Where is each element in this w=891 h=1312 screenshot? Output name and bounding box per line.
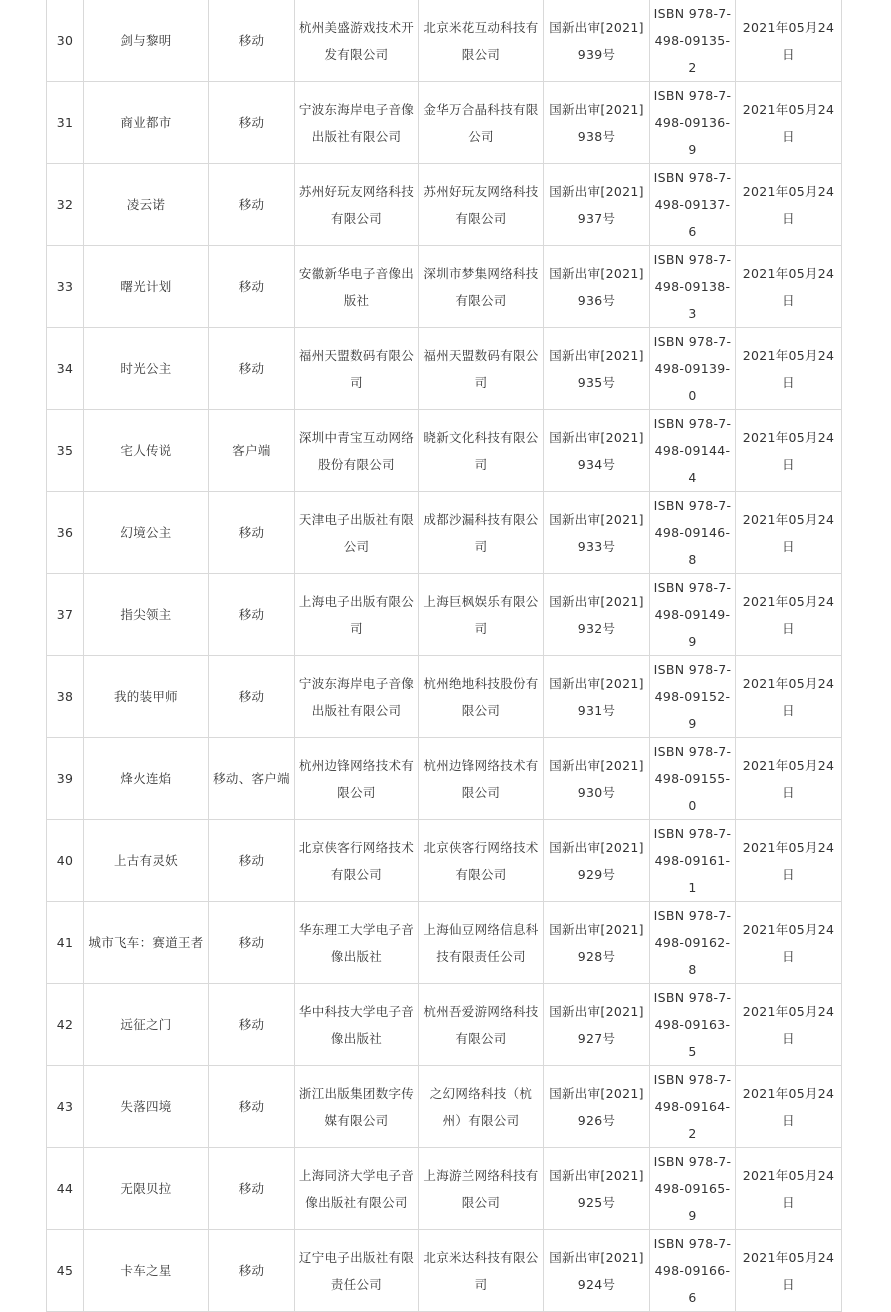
table-row [47,82,842,164]
row-number: 33 [56,279,74,294]
game-name-cell [84,1148,209,1230]
approval-number-cell [544,328,650,410]
operator-name: 杭州边锋网络技术有限公司 [423,757,539,800]
operator-cell [419,0,544,82]
approval-date: 2021年05月24日 [742,593,835,636]
approval-number-cell [544,492,650,574]
game-name: 上古有灵妖 [113,853,178,868]
platform-type: 移动 [238,279,265,294]
table-row [47,492,842,574]
publisher-cell [295,656,419,738]
game-name: 幻境公主 [120,525,172,540]
isbn-number: ISBN 978-7-498-09139-0 [653,334,732,403]
approval-date: 2021年05月24日 [742,1003,835,1046]
approval-number-cell [544,738,650,820]
game-name: 失落四境 [120,1099,172,1114]
row-number-cell [47,328,84,410]
publisher-cell [295,820,419,902]
row-number: 42 [56,1017,74,1032]
approval-date-cell [736,984,842,1066]
publisher-name: 深圳中青宝互动网络股份有限公司 [298,429,415,472]
operator-name: 北京米花互动科技有限公司 [423,19,539,62]
isbn-number: ISBN 978-7-498-09164-2 [653,1072,732,1141]
publisher-cell [295,1148,419,1230]
operator-cell [419,246,544,328]
isbn-cell [650,902,736,984]
platform-type-cell [209,574,295,656]
platform-type: 移动、客户端 [213,771,290,786]
publisher-cell [295,0,419,82]
table-row [47,984,842,1066]
approval-number: 国新出审[2021]924号 [549,1249,644,1292]
game-name-cell [84,164,209,246]
isbn-cell [650,82,736,164]
platform-type-cell [209,246,295,328]
game-name: 商业都市 [120,115,172,130]
row-number-cell [47,1066,84,1148]
game-name-cell [84,1066,209,1148]
isbn-number: ISBN 978-7-498-09138-3 [653,252,732,321]
operator-name: 晓新文化科技有限公司 [423,429,539,472]
isbn-number: ISBN 978-7-498-09165-9 [653,1154,732,1223]
publisher-name: 宁波东海岸电子音像出版社有限公司 [298,101,415,144]
row-number: 43 [56,1099,74,1114]
game-name-cell [84,656,209,738]
game-name: 凌云诺 [126,197,166,212]
platform-type-cell [209,164,295,246]
publisher-name: 天津电子出版社有限公司 [298,511,415,554]
platform-type: 移动 [238,935,265,950]
isbn-number: ISBN 978-7-498-09152-9 [653,662,732,731]
operator-cell [419,1066,544,1148]
operator-cell [419,902,544,984]
platform-type-cell [209,1066,295,1148]
operator-cell [419,328,544,410]
game-name-cell [84,574,209,656]
operator-name: 北京米达科技有限公司 [423,1249,539,1292]
approval-number-cell [544,984,650,1066]
platform-type: 客户端 [232,443,271,458]
game-name-cell [84,1230,209,1312]
publisher-cell [295,1066,419,1148]
isbn-number: ISBN 978-7-498-09137-6 [653,170,732,239]
game-name: 远征之门 [120,1017,172,1032]
row-number-cell [47,410,84,492]
isbn-number: ISBN 978-7-498-09163-5 [653,990,732,1059]
row-number-cell [47,738,84,820]
approval-number-cell [544,574,650,656]
isbn-cell [650,738,736,820]
operator-name: 杭州绝地科技股份有限公司 [423,675,539,718]
isbn-number: ISBN 978-7-498-09161-1 [653,826,732,895]
game-name: 我的装甲师 [113,689,178,704]
publisher-name: 杭州边锋网络技术有限公司 [298,757,415,800]
operator-cell [419,1148,544,1230]
isbn-number: ISBN 978-7-498-09166-6 [653,1236,732,1305]
approval-date: 2021年05月24日 [742,101,835,144]
table-row [47,1148,842,1230]
approval-date: 2021年05月24日 [742,347,835,390]
row-number: 45 [56,1263,74,1278]
approval-number: 国新出审[2021]925号 [549,1167,644,1210]
game-name: 无限贝拉 [120,1181,172,1196]
operator-cell [419,164,544,246]
approval-date: 2021年05月24日 [742,429,835,472]
operator-name: 深圳市梦集网络科技有限公司 [423,265,539,308]
platform-type: 移动 [238,853,265,868]
approval-date-cell [736,902,842,984]
publisher-cell [295,410,419,492]
platform-type: 移动 [238,689,265,704]
row-number-cell [47,902,84,984]
isbn-cell [650,164,736,246]
table-row [47,656,842,738]
table-row [47,1230,842,1312]
isbn-cell [650,820,736,902]
operator-cell [419,820,544,902]
approval-date-cell [736,574,842,656]
row-number-cell [47,0,84,82]
row-number: 38 [56,689,74,704]
approval-number: 国新出审[2021]935号 [549,347,644,390]
row-number: 37 [56,607,74,622]
publisher-name: 华东理工大学电子音像出版社 [298,921,415,964]
isbn-cell [650,1066,736,1148]
row-number-cell [47,574,84,656]
publisher-cell [295,82,419,164]
publisher-cell [295,164,419,246]
isbn-number: ISBN 978-7-498-09135-2 [653,6,732,75]
table-row [47,820,842,902]
publisher-cell [295,1230,419,1312]
game-name-cell [84,0,209,82]
platform-type-cell [209,410,295,492]
row-number: 36 [56,525,74,540]
approval-number-cell [544,656,650,738]
approval-date-cell [736,492,842,574]
row-number-cell [47,492,84,574]
approval-number: 国新出审[2021]932号 [549,593,644,636]
game-name: 城市飞车：赛道王者 [88,935,204,950]
approval-date: 2021年05月24日 [742,675,835,718]
approval-date: 2021年05月24日 [742,1167,835,1210]
operator-name: 杭州吾爱游网络科技有限公司 [423,1003,539,1046]
table-row [47,902,842,984]
operator-cell [419,410,544,492]
platform-type-cell [209,0,295,82]
approval-number: 国新出审[2021]929号 [549,839,644,882]
publisher-name: 华中科技大学电子音像出版社 [298,1003,415,1046]
game-name-cell [84,410,209,492]
game-name-cell [84,738,209,820]
approval-date: 2021年05月24日 [742,511,835,554]
publisher-name: 苏州好玩友网络科技有限公司 [298,183,415,226]
table-row [47,164,842,246]
isbn-number: ISBN 978-7-498-09146-8 [653,498,732,567]
publisher-name: 宁波东海岸电子音像出版社有限公司 [298,675,415,718]
publisher-cell [295,574,419,656]
game-name-cell [84,82,209,164]
operator-name: 上海游兰网络科技有限公司 [423,1167,539,1210]
row-number: 41 [56,935,74,950]
publisher-name: 福州天盟数码有限公司 [298,347,415,390]
approval-number-cell [544,246,650,328]
publisher-cell [295,738,419,820]
operator-name: 之幻网络科技（杭州）有限公司 [429,1085,533,1128]
publisher-name: 杭州美盛游戏技术开发有限公司 [298,19,415,62]
isbn-cell [650,1230,736,1312]
platform-type-cell [209,1230,295,1312]
row-number-cell [47,164,84,246]
platform-type-cell [209,492,295,574]
approval-number: 国新出审[2021]939号 [549,19,644,62]
game-name-cell [84,984,209,1066]
row-number-cell [47,820,84,902]
approval-number-cell [544,1148,650,1230]
row-number: 31 [56,115,74,130]
isbn-cell [650,574,736,656]
platform-type: 移动 [238,1263,265,1278]
table-body [47,0,842,1312]
approval-date-cell [736,1066,842,1148]
approval-number: 国新出审[2021]937号 [549,183,644,226]
publisher-cell [295,328,419,410]
platform-type: 移动 [238,1099,265,1114]
approval-date: 2021年05月24日 [742,1085,835,1128]
game-name: 烽火连焰 [120,771,172,786]
game-name-cell [84,492,209,574]
approval-number: 国新出审[2021]926号 [549,1085,644,1128]
isbn-cell [650,656,736,738]
row-number-cell [47,1230,84,1312]
row-number: 40 [56,853,74,868]
approval-number-cell [544,1230,650,1312]
approval-date-cell [736,246,842,328]
approval-number-cell [544,902,650,984]
operator-cell [419,82,544,164]
isbn-number: ISBN 978-7-498-09155-0 [653,744,732,813]
operator-cell [419,984,544,1066]
approval-date-cell [736,410,842,492]
platform-type: 移动 [238,361,265,376]
approval-date-cell [736,738,842,820]
isbn-number: ISBN 978-7-498-09136-9 [653,88,732,157]
publisher-cell [295,492,419,574]
approval-number: 国新出审[2021]931号 [549,675,644,718]
platform-type-cell [209,82,295,164]
approval-number-cell [544,410,650,492]
approval-number: 国新出审[2021]933号 [549,511,644,554]
game-name: 指尖领主 [120,607,172,622]
game-name-cell [84,820,209,902]
approval-number: 国新出审[2021]930号 [549,757,644,800]
game-name: 曙光计划 [120,279,172,294]
operator-cell [419,738,544,820]
platform-type-cell [209,1148,295,1230]
approval-date-cell [736,328,842,410]
isbn-cell [650,410,736,492]
table-row [47,410,842,492]
game-name: 剑与黎明 [120,33,172,48]
row-number: 34 [56,361,74,376]
table-row [47,574,842,656]
row-number-cell [47,246,84,328]
approval-date: 2021年05月24日 [742,265,835,308]
operator-name: 苏州好玩友网络科技有限公司 [423,183,539,226]
approval-date-cell [736,164,842,246]
operator-cell [419,492,544,574]
platform-type-cell [209,738,295,820]
table-row [47,328,842,410]
row-number: 32 [56,197,74,212]
approval-date: 2021年05月24日 [742,921,835,964]
row-number-cell [47,656,84,738]
publisher-cell [295,984,419,1066]
isbn-cell [650,984,736,1066]
approval-number-cell [544,820,650,902]
operator-cell [419,656,544,738]
game-approval-table [46,0,842,1312]
approval-date-cell [736,1148,842,1230]
approval-number: 国新出审[2021]928号 [549,921,644,964]
platform-type: 移动 [238,1181,265,1196]
isbn-cell [650,328,736,410]
platform-type: 移动 [238,197,265,212]
platform-type-cell [209,328,295,410]
operator-name: 成都沙漏科技有限公司 [423,511,539,554]
platform-type: 移动 [238,607,265,622]
publisher-name: 北京侠客行网络技术有限公司 [298,839,415,882]
approval-date: 2021年05月24日 [742,183,835,226]
approval-date-cell [736,82,842,164]
publisher-name: 浙江出版集团数字传媒有限公司 [298,1085,415,1128]
approval-date-cell [736,656,842,738]
publisher-name: 安徽新华电子音像出版社 [298,265,415,308]
approval-number-cell [544,164,650,246]
row-number-cell [47,984,84,1066]
isbn-number: ISBN 978-7-498-09144-4 [653,416,732,485]
isbn-cell [650,0,736,82]
isbn-cell [650,492,736,574]
game-name: 时光公主 [120,361,172,376]
platform-type: 移动 [238,525,265,540]
approval-number: 国新出审[2021]938号 [549,101,644,144]
platform-type: 移动 [238,33,265,48]
approval-number: 国新出审[2021]934号 [549,429,644,472]
game-name-cell [84,328,209,410]
game-name: 宅人传说 [120,443,172,458]
platform-type-cell [209,902,295,984]
isbn-cell [650,246,736,328]
publisher-cell [295,902,419,984]
operator-name: 上海巨枫娱乐有限公司 [423,593,539,636]
table-row [47,738,842,820]
platform-type-cell [209,820,295,902]
approval-date-cell [736,820,842,902]
publisher-cell [295,246,419,328]
operator-cell [419,574,544,656]
approval-date: 2021年05月24日 [742,19,835,62]
approval-number: 国新出审[2021]927号 [549,1003,644,1046]
table-row [47,1066,842,1148]
approval-date: 2021年05月24日 [742,839,835,882]
approval-number-cell [544,1066,650,1148]
approval-date: 2021年05月24日 [742,1249,835,1292]
isbn-number: ISBN 978-7-498-09149-9 [653,580,732,649]
approval-date-cell [736,0,842,82]
isbn-number: ISBN 978-7-498-09162-8 [653,908,732,977]
game-name: 卡车之星 [120,1263,172,1278]
table-row [47,246,842,328]
operator-name: 北京侠客行网络技术有限公司 [423,839,539,882]
approval-date-cell [736,1230,842,1312]
row-number: 44 [56,1181,74,1196]
approval-number-cell [544,82,650,164]
operator-cell [419,1230,544,1312]
row-number-cell [47,82,84,164]
publisher-name: 辽宁电子出版社有限责任公司 [298,1249,415,1292]
platform-type: 移动 [238,115,265,130]
row-number: 35 [56,443,74,458]
operator-name: 金华万合晶科技有限公司 [423,101,539,144]
platform-type-cell [209,984,295,1066]
operator-name: 福州天盟数码有限公司 [423,347,539,390]
approval-number: 国新出审[2021]936号 [549,265,644,308]
platform-type-cell [209,656,295,738]
game-name-cell [84,246,209,328]
game-name-cell [84,902,209,984]
publisher-name: 上海同济大学电子音像出版社有限公司 [298,1167,415,1210]
approval-number-cell [544,0,650,82]
row-number: 30 [56,33,74,48]
isbn-cell [650,1148,736,1230]
operator-name: 上海仙豆网络信息科技有限责任公司 [423,921,539,964]
publisher-name: 上海电子出版有限公司 [298,593,415,636]
row-number-cell [47,1148,84,1230]
platform-type: 移动 [238,1017,265,1032]
row-number: 39 [56,771,74,786]
table-row [47,0,842,82]
approval-date: 2021年05月24日 [742,757,835,800]
